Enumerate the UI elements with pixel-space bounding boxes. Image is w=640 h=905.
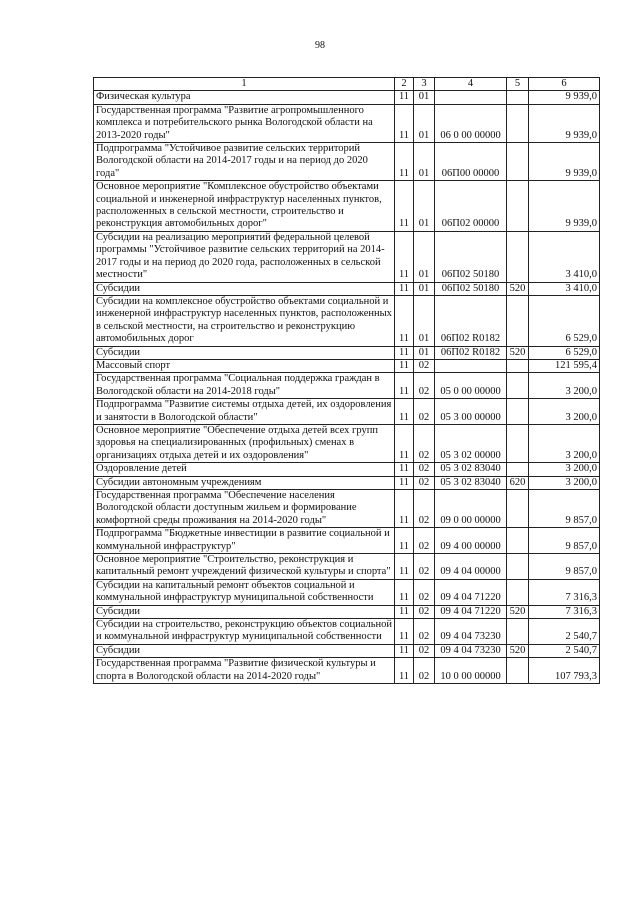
cell-expense-type	[507, 91, 529, 104]
cell-name: Субсидии	[94, 282, 395, 295]
cell-expense-type	[507, 528, 529, 554]
cell-subsection: 02	[414, 476, 435, 489]
cell-amount: 9 857,0	[529, 528, 600, 554]
cell-name: Основное мероприятие "Комплексное обустройство объектами социальной и инженерной инфраструктур населенных пунктов, расположенных в сельской местности, строительство и реконструкция автомобильных дорог"	[94, 181, 395, 232]
cell-section: 11	[395, 554, 414, 580]
cell-section: 11	[395, 143, 414, 181]
table-row	[94, 91, 600, 104]
cell-name: Субсидии на реализацию мероприятий федеральной целевой программы "Устойчивое развитие сельских территорий на 2014-2017 годы и на период до 2020 года, расположенных в сельской местности"	[94, 231, 395, 282]
cell-name: Субсидии	[94, 346, 395, 359]
cell-target-article: 09 4 04 00000	[435, 554, 507, 580]
cell-target-article: 09 4 04 71220	[435, 605, 507, 618]
cell-section: 11	[395, 579, 414, 605]
table-row	[94, 554, 600, 580]
table-row	[94, 373, 600, 399]
cell-target-article: 06 0 00 00000	[435, 104, 507, 142]
cell-name: Субсидии на строительство, реконструкцию объектов социальной и коммунальной инфраструктур муниципальной собственности	[94, 619, 395, 645]
cell-amount: 7 316,3	[529, 579, 600, 605]
table-row	[94, 619, 600, 645]
cell-name: Подпрограмма "Развитие системы отдыха детей, их оздоровления и занятости в Вологодской области"	[94, 399, 395, 425]
cell-target-article: 06П02 50180	[435, 231, 507, 282]
cell-subsection: 02	[414, 528, 435, 554]
cell-target-article: 06П02 R0182	[435, 346, 507, 359]
cell-section: 11	[395, 104, 414, 142]
cell-amount: 6 529,0	[529, 346, 600, 359]
cell-amount: 2 540,7	[529, 644, 600, 657]
cell-expense-type	[507, 104, 529, 142]
table-row	[94, 463, 600, 476]
cell-target-article: 06П00 00000	[435, 143, 507, 181]
col-header-expense-type: 5	[507, 78, 529, 91]
cell-name: Подпрограмма "Бюджетные инвестиции в развитие социальной и коммунальной инфраструктур"	[94, 528, 395, 554]
cell-target-article: 05 0 00 00000	[435, 373, 507, 399]
col-header-subsection: 3	[414, 78, 435, 91]
cell-expense-type	[507, 579, 529, 605]
cell-section: 11	[395, 528, 414, 554]
cell-name: Субсидии	[94, 644, 395, 657]
cell-amount: 9 857,0	[529, 490, 600, 528]
cell-amount: 9 939,0	[529, 181, 600, 232]
cell-amount: 107 793,3	[529, 658, 600, 684]
table-row	[94, 295, 600, 346]
cell-amount: 3 410,0	[529, 231, 600, 282]
cell-amount: 3 200,0	[529, 476, 600, 489]
cell-target-article: 06П02 50180	[435, 282, 507, 295]
cell-amount: 9 857,0	[529, 554, 600, 580]
table-row	[94, 231, 600, 282]
cell-amount: 3 200,0	[529, 463, 600, 476]
cell-expense-type	[507, 181, 529, 232]
cell-subsection: 01	[414, 91, 435, 104]
cell-expense-type	[507, 554, 529, 580]
table-row	[94, 579, 600, 605]
cell-name: Государственная программа "Развитие физической культуры и спорта в Вологодской области на 2014-2020 годы"	[94, 658, 395, 684]
cell-subsection: 01	[414, 143, 435, 181]
cell-section: 11	[395, 282, 414, 295]
cell-section: 11	[395, 424, 414, 462]
table-row	[94, 181, 600, 232]
cell-subsection: 02	[414, 579, 435, 605]
budget-table	[93, 77, 600, 684]
cell-target-article: 10 0 00 00000	[435, 658, 507, 684]
cell-expense-type	[507, 231, 529, 282]
cell-section: 11	[395, 399, 414, 425]
cell-subsection: 02	[414, 658, 435, 684]
table-row	[94, 476, 600, 489]
cell-section: 11	[395, 476, 414, 489]
table-row	[94, 644, 600, 657]
cell-expense-type: 620	[507, 476, 529, 489]
cell-target-article: 05 3 00 00000	[435, 399, 507, 425]
cell-subsection: 01	[414, 346, 435, 359]
cell-expense-type	[507, 295, 529, 346]
table-row	[94, 658, 600, 684]
cell-expense-type	[507, 658, 529, 684]
cell-target-article	[435, 91, 507, 104]
cell-section: 11	[395, 295, 414, 346]
cell-subsection: 02	[414, 463, 435, 476]
cell-amount: 6 529,0	[529, 295, 600, 346]
cell-name: Подпрограмма "Устойчивое развитие сельских территорий Вологодской области на 2014-2017 годы и на период до 2020 года"	[94, 143, 395, 181]
cell-subsection: 02	[414, 644, 435, 657]
cell-subsection: 02	[414, 619, 435, 645]
col-header-section: 2	[395, 78, 414, 91]
cell-amount: 7 316,3	[529, 605, 600, 618]
table-row	[94, 490, 600, 528]
cell-name: Физическая культура	[94, 91, 395, 104]
cell-section: 11	[395, 463, 414, 476]
cell-section: 11	[395, 658, 414, 684]
cell-name: Государственная программа "Обеспечение населения Вологодской области доступным жильем и формирование комфортной среды проживания на 2014-2020 годы"	[94, 490, 395, 528]
cell-expense-type	[507, 619, 529, 645]
cell-expense-type	[507, 373, 529, 399]
cell-target-article: 09 0 00 00000	[435, 490, 507, 528]
cell-name: Массовый спорт	[94, 359, 395, 372]
table-row	[94, 528, 600, 554]
cell-expense-type: 520	[507, 644, 529, 657]
cell-section: 11	[395, 359, 414, 372]
cell-amount: 3 200,0	[529, 399, 600, 425]
cell-amount: 3 200,0	[529, 424, 600, 462]
cell-section: 11	[395, 181, 414, 232]
cell-subsection: 02	[414, 490, 435, 528]
table-row	[94, 282, 600, 295]
cell-target-article: 05 3 02 00000	[435, 424, 507, 462]
col-header-target-article: 4	[435, 78, 507, 91]
cell-subsection: 02	[414, 359, 435, 372]
table-row	[94, 104, 600, 142]
cell-name: Оздоровление детей	[94, 463, 395, 476]
cell-target-article: 06П02 00000	[435, 181, 507, 232]
cell-subsection: 01	[414, 231, 435, 282]
cell-name: Субсидии на комплексное обустройство объектами социальной и инженерной инфраструктур населенных пунктов, расположенных в сельской местности, на строительство и реконструкцию автомобильных дорог	[94, 295, 395, 346]
cell-name: Государственная программа "Развитие агропромышленного комплекса и потребительского рынка Вологодской области на 2013-2020 годы"	[94, 104, 395, 142]
cell-expense-type	[507, 463, 529, 476]
cell-expense-type	[507, 399, 529, 425]
cell-name: Основное мероприятие "Строительство, реконструкция и капитальный ремонт учреждений физической культуры и спорта"	[94, 554, 395, 580]
cell-expense-type	[507, 143, 529, 181]
table-row	[94, 359, 600, 372]
cell-name: Основное мероприятие "Обеспечение отдыха детей всех групп здоровья на специализированных (профильных) сменах в организациях отдыха детей и их оздоровления"	[94, 424, 395, 462]
table-row	[94, 346, 600, 359]
cell-target-article: 05 3 02 83040	[435, 476, 507, 489]
cell-target-article: 09 4 04 73230	[435, 644, 507, 657]
cell-subsection: 01	[414, 295, 435, 346]
cell-name: Государственная программа "Социальная поддержка граждан в Вологодской области на 2014-2018 годы"	[94, 373, 395, 399]
cell-amount: 9 939,0	[529, 91, 600, 104]
cell-subsection: 01	[414, 282, 435, 295]
cell-amount: 9 939,0	[529, 143, 600, 181]
cell-section: 11	[395, 605, 414, 618]
cell-subsection: 02	[414, 424, 435, 462]
cell-section: 11	[395, 619, 414, 645]
cell-subsection: 02	[414, 399, 435, 425]
cell-amount: 3 410,0	[529, 282, 600, 295]
cell-amount: 2 540,7	[529, 619, 600, 645]
cell-expense-type: 520	[507, 282, 529, 295]
page-number: 98	[315, 40, 325, 51]
cell-expense-type: 520	[507, 346, 529, 359]
cell-section: 11	[395, 490, 414, 528]
col-header-amount: 6	[529, 78, 600, 91]
cell-expense-type	[507, 490, 529, 528]
table-row	[94, 424, 600, 462]
cell-expense-type: 520	[507, 605, 529, 618]
cell-name: Субсидии автономным учреждениям	[94, 476, 395, 489]
cell-section: 11	[395, 346, 414, 359]
cell-amount: 121 595,4	[529, 359, 600, 372]
cell-amount: 3 200,0	[529, 373, 600, 399]
cell-name: Субсидии на капитальный ремонт объектов социальной и коммунальной инфраструктур муниципальной собственности	[94, 579, 395, 605]
table-header-row	[94, 78, 600, 91]
cell-target-article: 05 3 02 83040	[435, 463, 507, 476]
col-header-name: 1	[94, 78, 395, 91]
table-row	[94, 605, 600, 618]
cell-section: 11	[395, 231, 414, 282]
cell-subsection: 02	[414, 373, 435, 399]
cell-section: 11	[395, 91, 414, 104]
cell-subsection: 02	[414, 605, 435, 618]
cell-section: 11	[395, 644, 414, 657]
cell-subsection: 02	[414, 554, 435, 580]
table-row	[94, 399, 600, 425]
cell-expense-type	[507, 424, 529, 462]
cell-subsection: 01	[414, 181, 435, 232]
cell-amount: 9 939,0	[529, 104, 600, 142]
cell-section: 11	[395, 373, 414, 399]
cell-name: Субсидии	[94, 605, 395, 618]
cell-target-article: 09 4 04 73230	[435, 619, 507, 645]
cell-subsection: 01	[414, 104, 435, 142]
cell-target-article: 09 4 00 00000	[435, 528, 507, 554]
cell-target-article	[435, 359, 507, 372]
table-row	[94, 143, 600, 181]
cell-target-article: 06П02 R0182	[435, 295, 507, 346]
cell-expense-type	[507, 359, 529, 372]
cell-target-article: 09 4 04 71220	[435, 579, 507, 605]
